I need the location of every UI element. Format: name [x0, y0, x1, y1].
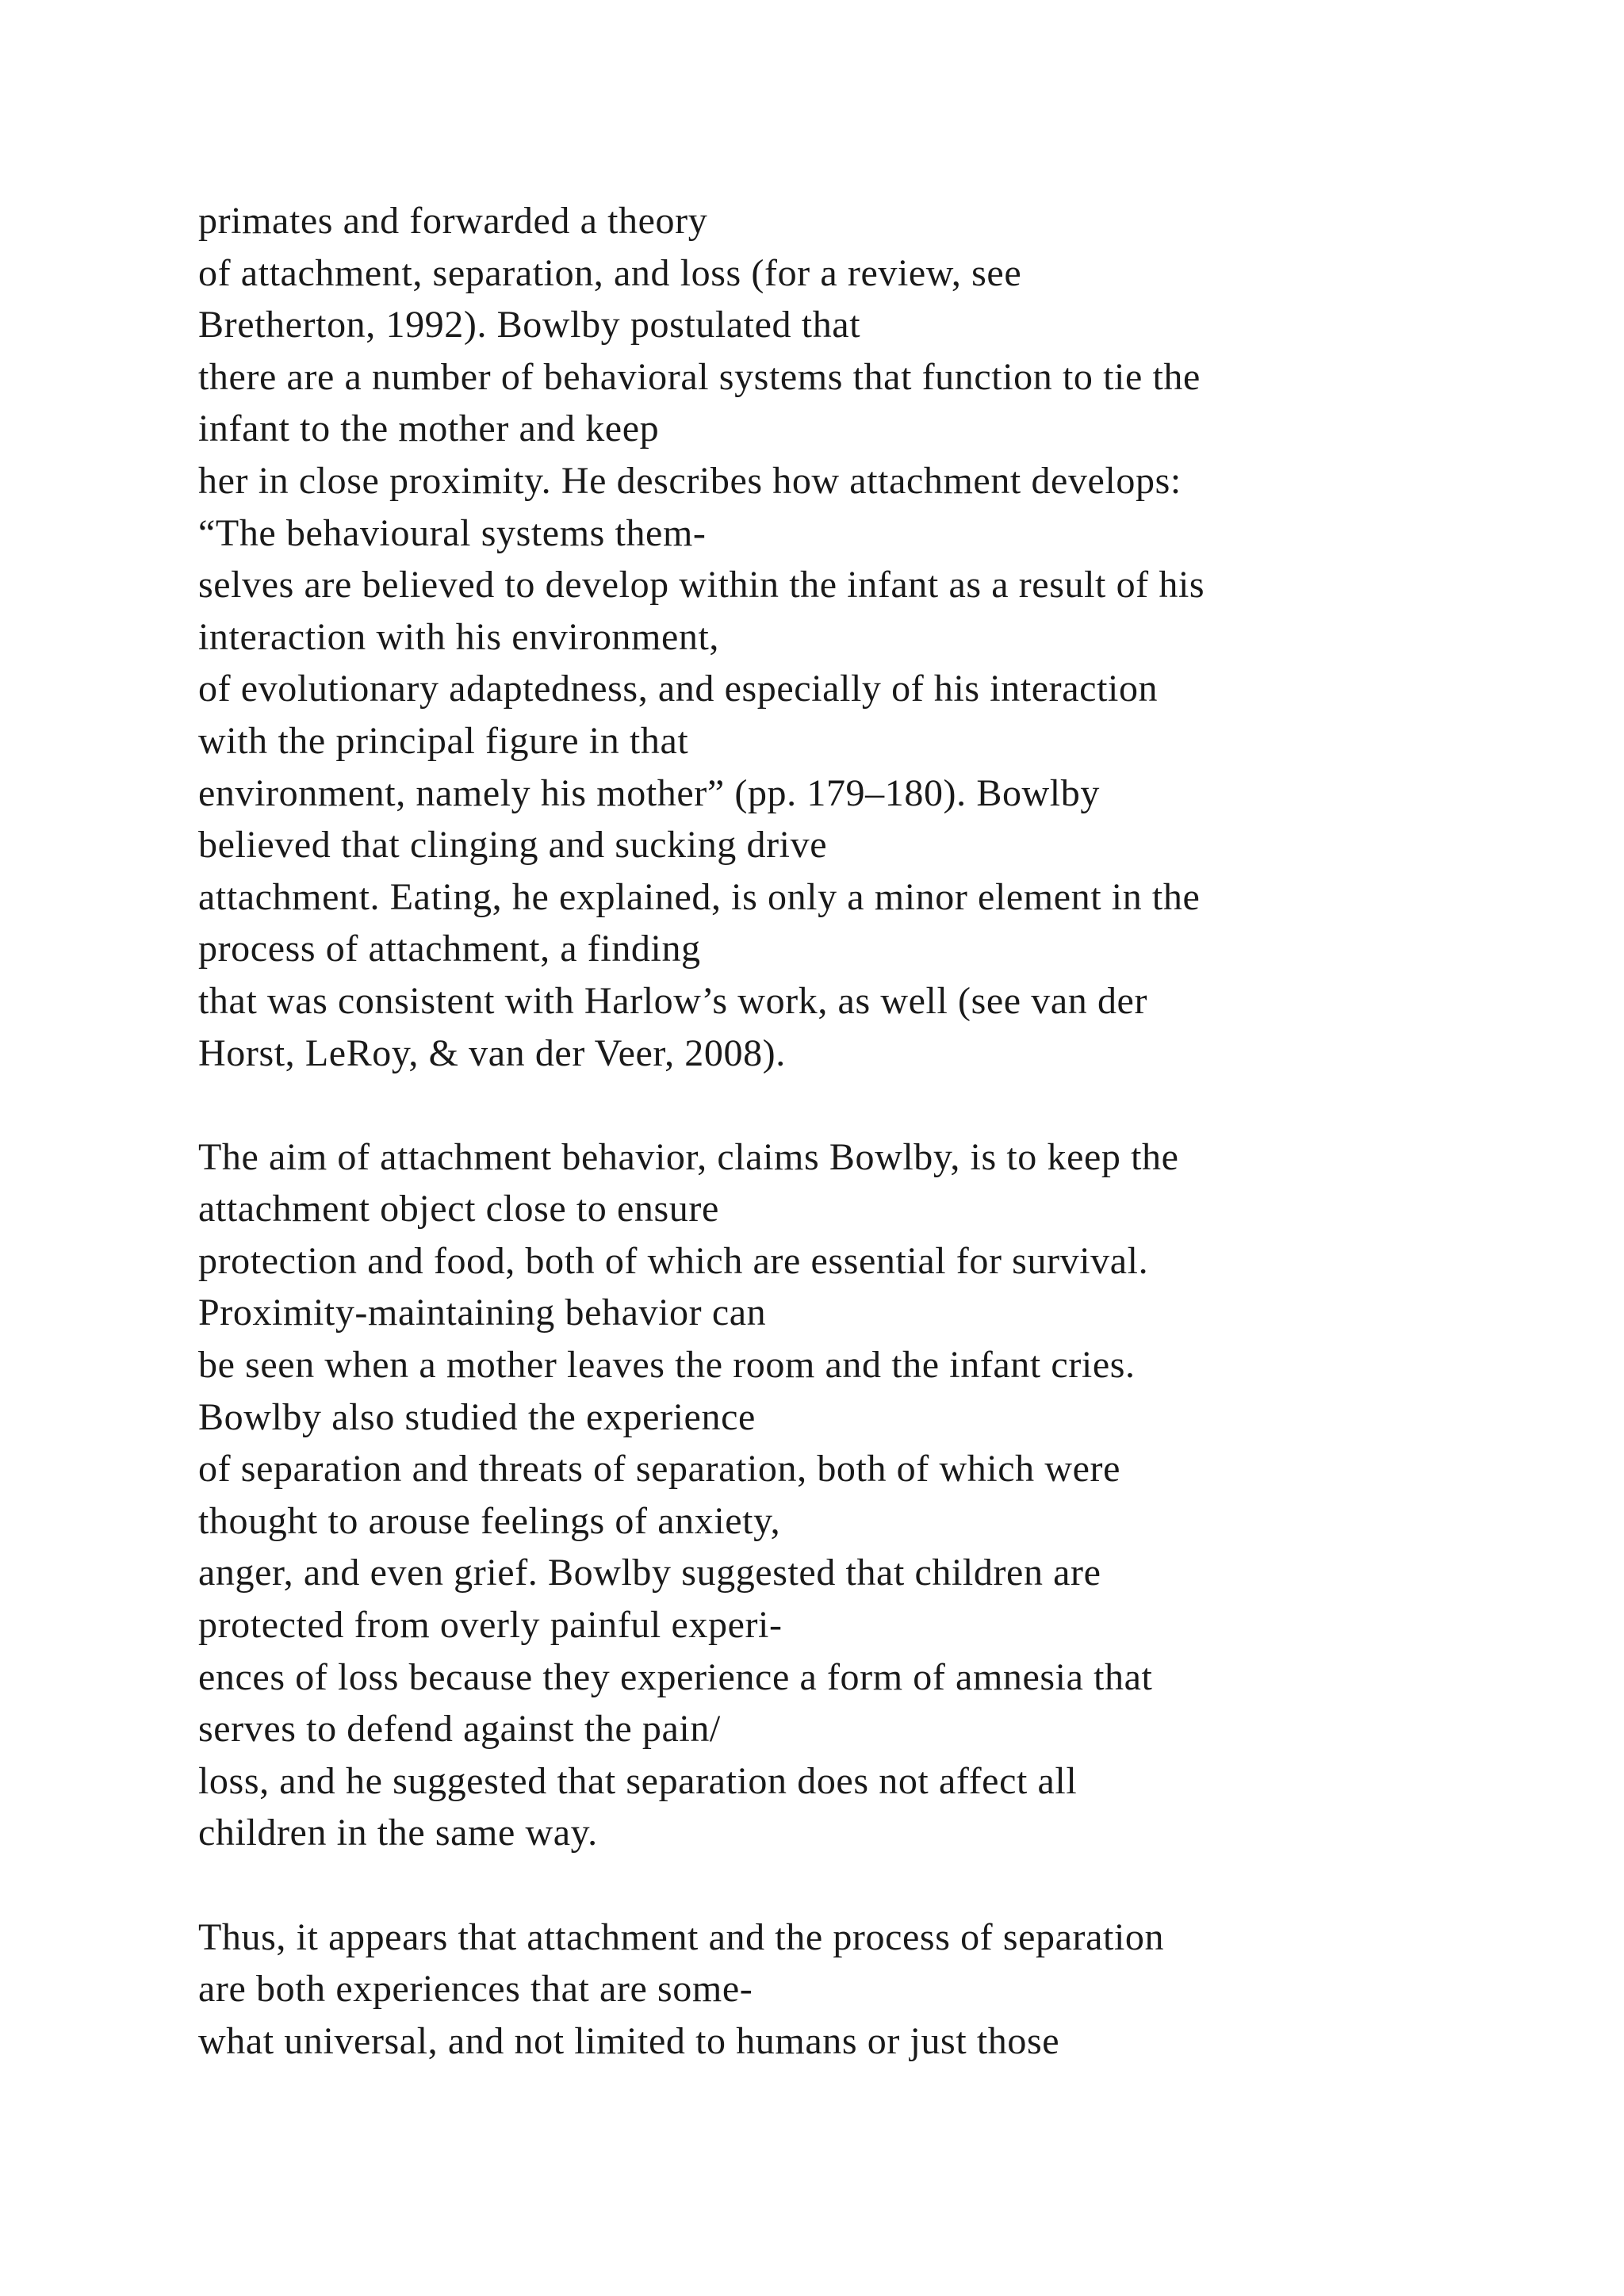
- text-line: that was consistent with Harlow’s work, as well (see van der: [198, 979, 1148, 1022]
- text-line: her in close proximity. He describes how attachment develops:: [198, 459, 1182, 502]
- paragraph-spacer: [198, 1079, 1546, 1131]
- text-line: Bowlby also studied the experience: [198, 1395, 756, 1438]
- text-line: ences of loss because they experience a form of amnesia that: [198, 1655, 1153, 1698]
- text-line: attachment object close to ensure: [198, 1188, 719, 1230]
- text-line: of attachment, separation, and loss (for a review, see: [198, 251, 1022, 294]
- body-text: [198, 195, 1546, 2067]
- text-line: with the principal figure in that: [198, 719, 689, 762]
- text-line: Bretherton, 1992). Bowlby postulated that: [198, 304, 861, 346]
- text-line: process of attachment, a finding: [198, 928, 701, 970]
- text-line: “The behavioural systems them-: [198, 511, 707, 554]
- text-line: of evolutionary adaptedness, and especially of his interaction: [198, 668, 1159, 710]
- text-line: Thus, it appears that attachment and the process of separation: [198, 1915, 1165, 1958]
- paragraph-2: [198, 1131, 1546, 1859]
- paragraph-3: [198, 1911, 1546, 2068]
- text-line: believed that clinging and sucking drive: [198, 824, 828, 867]
- text-line: attachment. Eating, he explained, is only a minor element in the: [198, 875, 1201, 918]
- text-line: protected from overly painful experi-: [198, 1604, 783, 1647]
- text-line: Proximity-maintaining behavior can: [198, 1292, 767, 1334]
- text-line: anger, and even grief. Bowlby suggested that children are: [198, 1552, 1101, 1594]
- text-line: loss, and he suggested that separation does not affect all: [198, 1759, 1078, 1802]
- text-line: Horst, LeRoy, & van der Veer, 2008).: [198, 1031, 786, 1074]
- text-line: what universal, and not limited to humans or just those: [198, 2019, 1060, 2062]
- text-line: primates and forwarded a theory: [198, 200, 708, 242]
- text-line: protection and food, both of which are essential for survival.: [198, 1239, 1149, 1282]
- text-line: children in the same way.: [198, 1812, 598, 1854]
- text-line: interaction with his environment,: [198, 615, 719, 658]
- text-line: serves to defend against the pain/: [198, 1708, 721, 1751]
- paragraph-1: [198, 195, 1546, 1079]
- text-line: there are a number of behavioral systems that function to tie the: [198, 355, 1201, 398]
- text-line: infant to the mother and keep: [198, 408, 660, 450]
- text-line: The aim of attachment behavior, claims Bowlby, is to keep the: [198, 1135, 1179, 1178]
- text-line: of separation and threats of separation, both of which were: [198, 1448, 1121, 1490]
- text-line: be seen when a mother leaves the room and the infant cries.: [198, 1344, 1136, 1387]
- paragraph-spacer: [198, 1859, 1546, 1911]
- text-line: environment, namely his mother” (pp. 179–180). Bowlby: [198, 771, 1100, 814]
- text-line: thought to arouse feelings of anxiety,: [198, 1499, 781, 1542]
- text-line: are both experiences that are some-: [198, 1968, 753, 2011]
- text-line: selves are believed to develop within the infant as a result of his: [198, 564, 1205, 607]
